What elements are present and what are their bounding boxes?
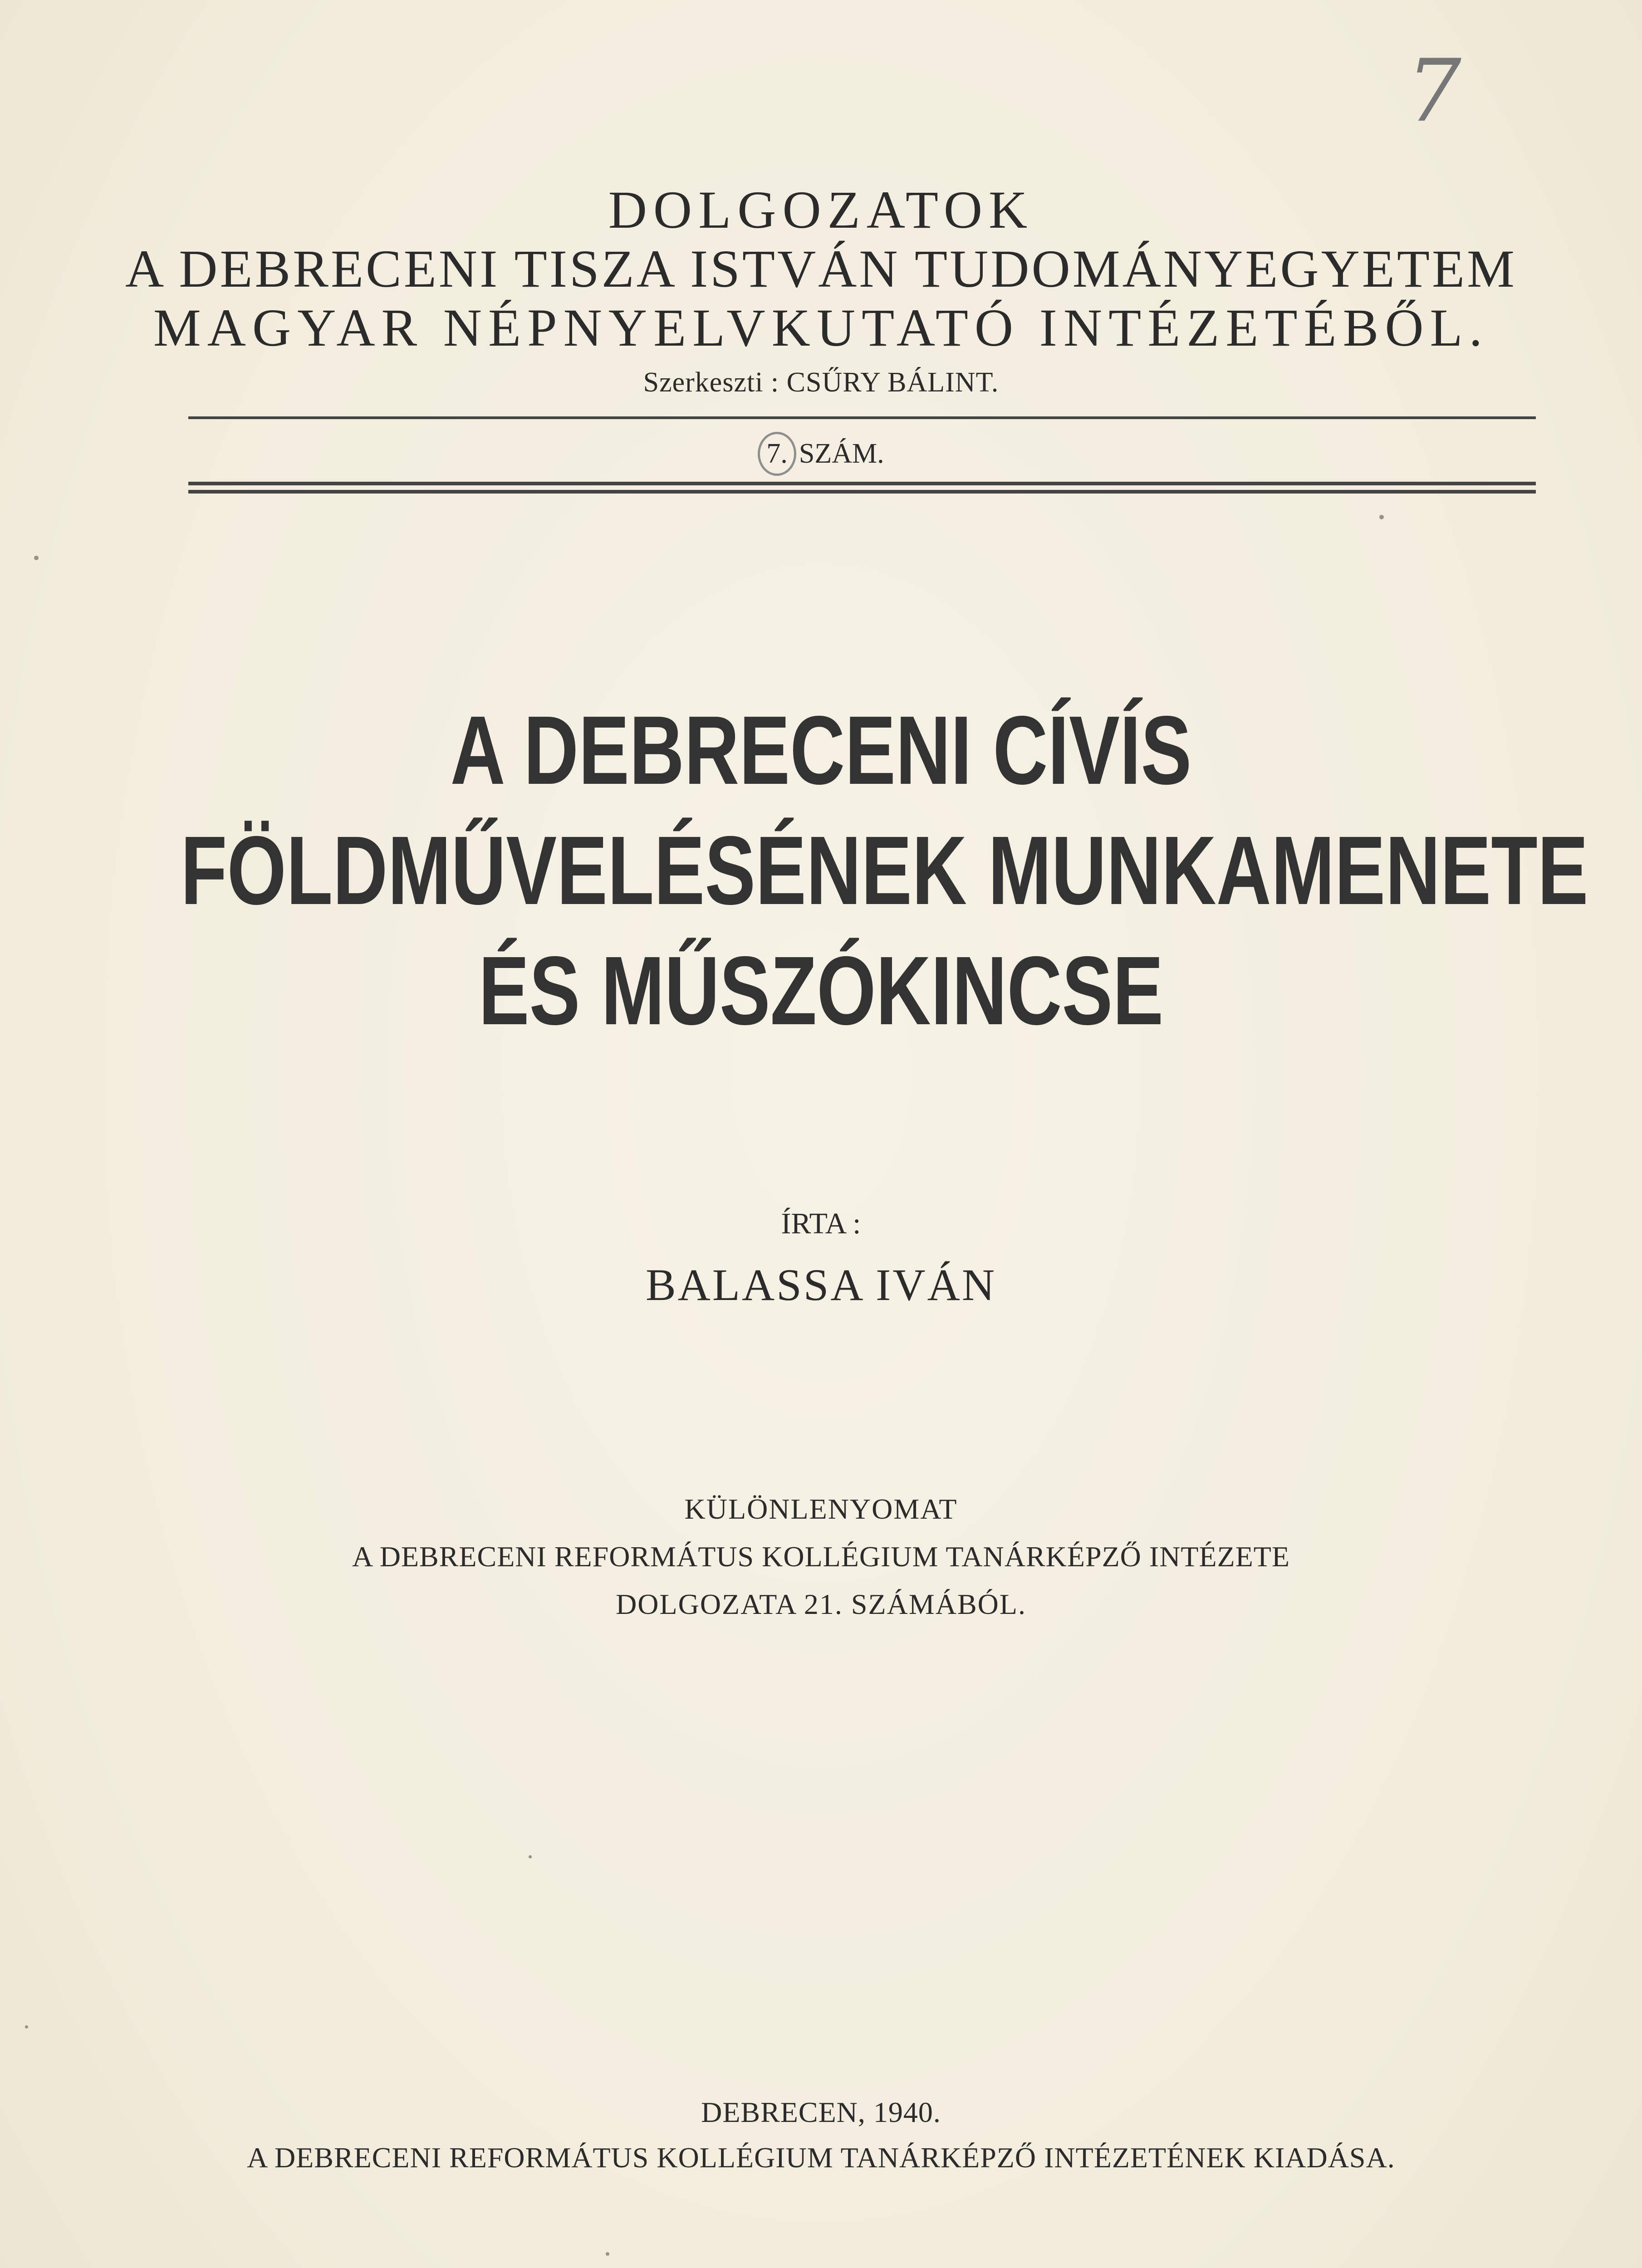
imprint-publisher: A DEBRECENI REFORMÁTUS KOLLÉGIUM TANÁRKÉPZŐ INTÉZETÉNEK KIADÁSA. [247,2141,1395,2174]
paper-speck [606,2252,609,2256]
issue-number-value: 7. [758,432,796,476]
main-title-line-1: A DEBRECENI CÍVÍS [450,695,1192,805]
paper-speck [529,1855,532,1858]
series-line-2: MAGYAR NÉPNYELVKUTATÓ INTÉZETÉBŐL. [153,298,1489,357]
series-title: DOLGOZATOK [608,180,1034,240]
main-title-line-3: ÉS MŰSZÓKINCSE [478,936,1164,1045]
issue-number [0,432,1642,476]
author-name: BALASSA IVÁN [645,1260,997,1310]
series-editor: Szerkeszti : CSŰRY BÁLINT. [643,367,999,398]
main-title-line-2: FÖLDMŰVELÉSÉNEK MUNKAMENETE [181,816,1588,925]
offprint-line-2: A DEBRECENI REFORMÁTUS KOLLÉGIUM TANÁRKÉPZŐ INTÉZETE [352,1540,1290,1573]
issue-number-label: SZÁM. [799,438,884,469]
handwritten-page-number: 7 [1407,41,1461,141]
paper-speck [25,2025,28,2028]
imprint-place-year: DEBRECEN, 1940. [701,2096,941,2128]
double-rule-bottom [188,490,1536,494]
double-rule-top [188,482,1536,485]
offprint-line-1: KÜLÖNLENYOMAT [684,1493,958,1525]
author-label: ÍRTA : [781,1207,861,1240]
paper-speck [34,556,39,560]
top-rule [188,416,1536,419]
series-line-1: A DEBRECENI TISZA ISTVÁN TUDOMÁNYEGYETEM [125,239,1517,298]
paper-speck [1379,515,1384,519]
offprint-line-3: DOLGOZATA 21. SZÁMÁBÓL. [616,1588,1026,1620]
